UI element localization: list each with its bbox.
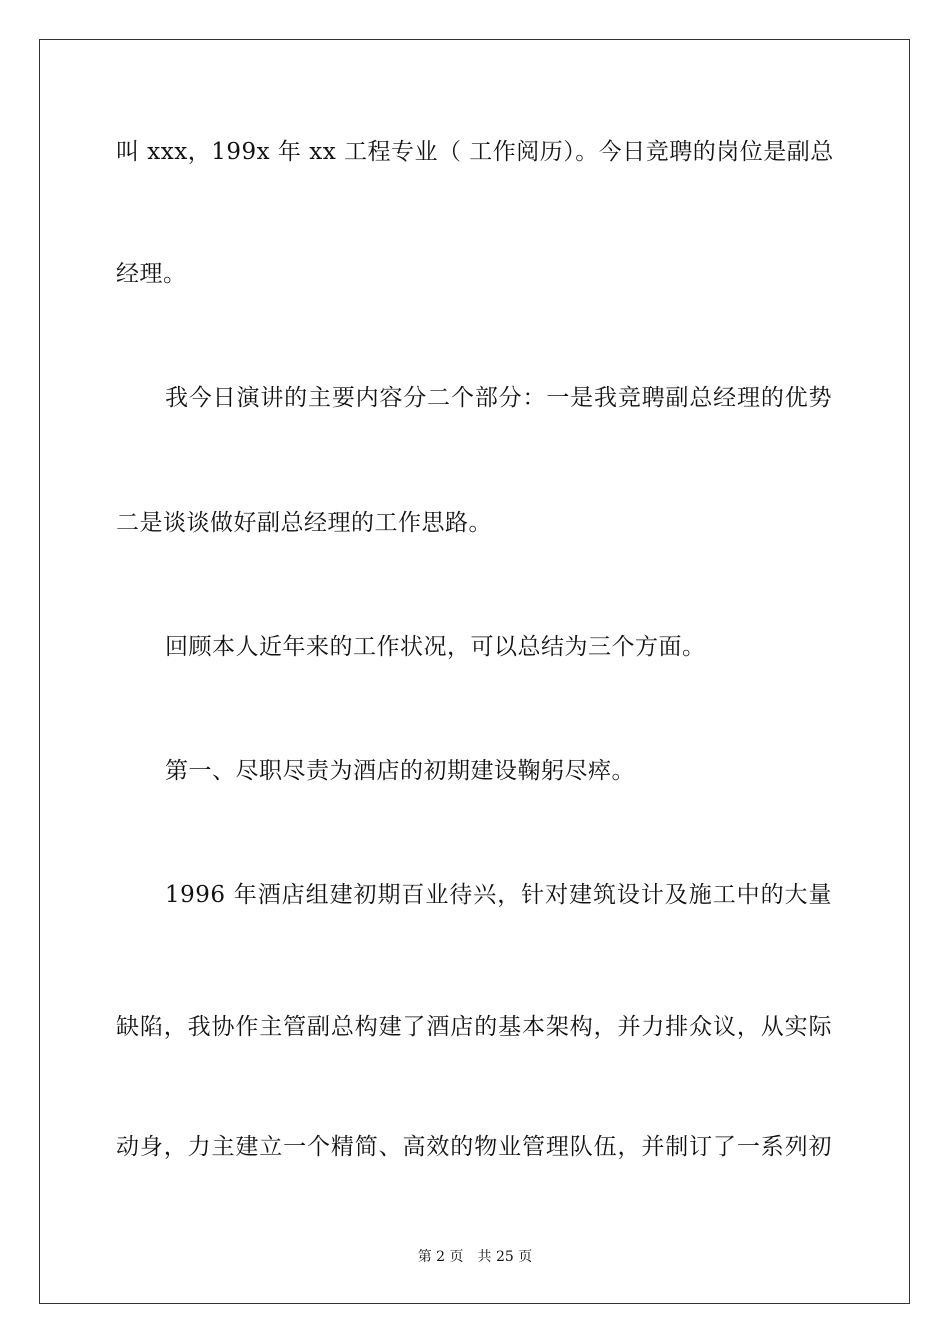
page-number-current: 第 2 页	[417, 1249, 464, 1265]
text-line: 叫 xxx，199x 年 xx 工程专业（ 工作阅历）。今日竞聘的岗位是副总	[116, 139, 834, 165]
text-line: 动身，力主建立一个精简、高效的物业管理队伍，并制订了一系列初	[116, 1134, 832, 1160]
text-line: 回顾本人近年来的工作状况，可以总结为三个方面。	[165, 634, 706, 660]
text-line: 1996 年酒店组建初期百业待兴，针对建筑设计及施工中的大量	[165, 882, 832, 908]
text-line: 我今日演讲的主要内容分二个部分：一是我竞聘副总经理的优势	[165, 385, 832, 411]
page-footer	[0, 1248, 950, 1266]
text-line: 二是谈谈做好副总经理的工作思路。	[116, 510, 492, 536]
text-line: 缺陷，我协作主管副总构建了酒店的基本架构，并力排众议，从实际	[116, 1014, 832, 1040]
page-border	[39, 39, 910, 1304]
page-number-total: 共 25 页	[477, 1249, 533, 1265]
text-line: 经理。	[116, 261, 187, 287]
text-line: 第一、尽职尽责为酒店的初期建设鞠躬尽瘁。	[165, 758, 635, 784]
